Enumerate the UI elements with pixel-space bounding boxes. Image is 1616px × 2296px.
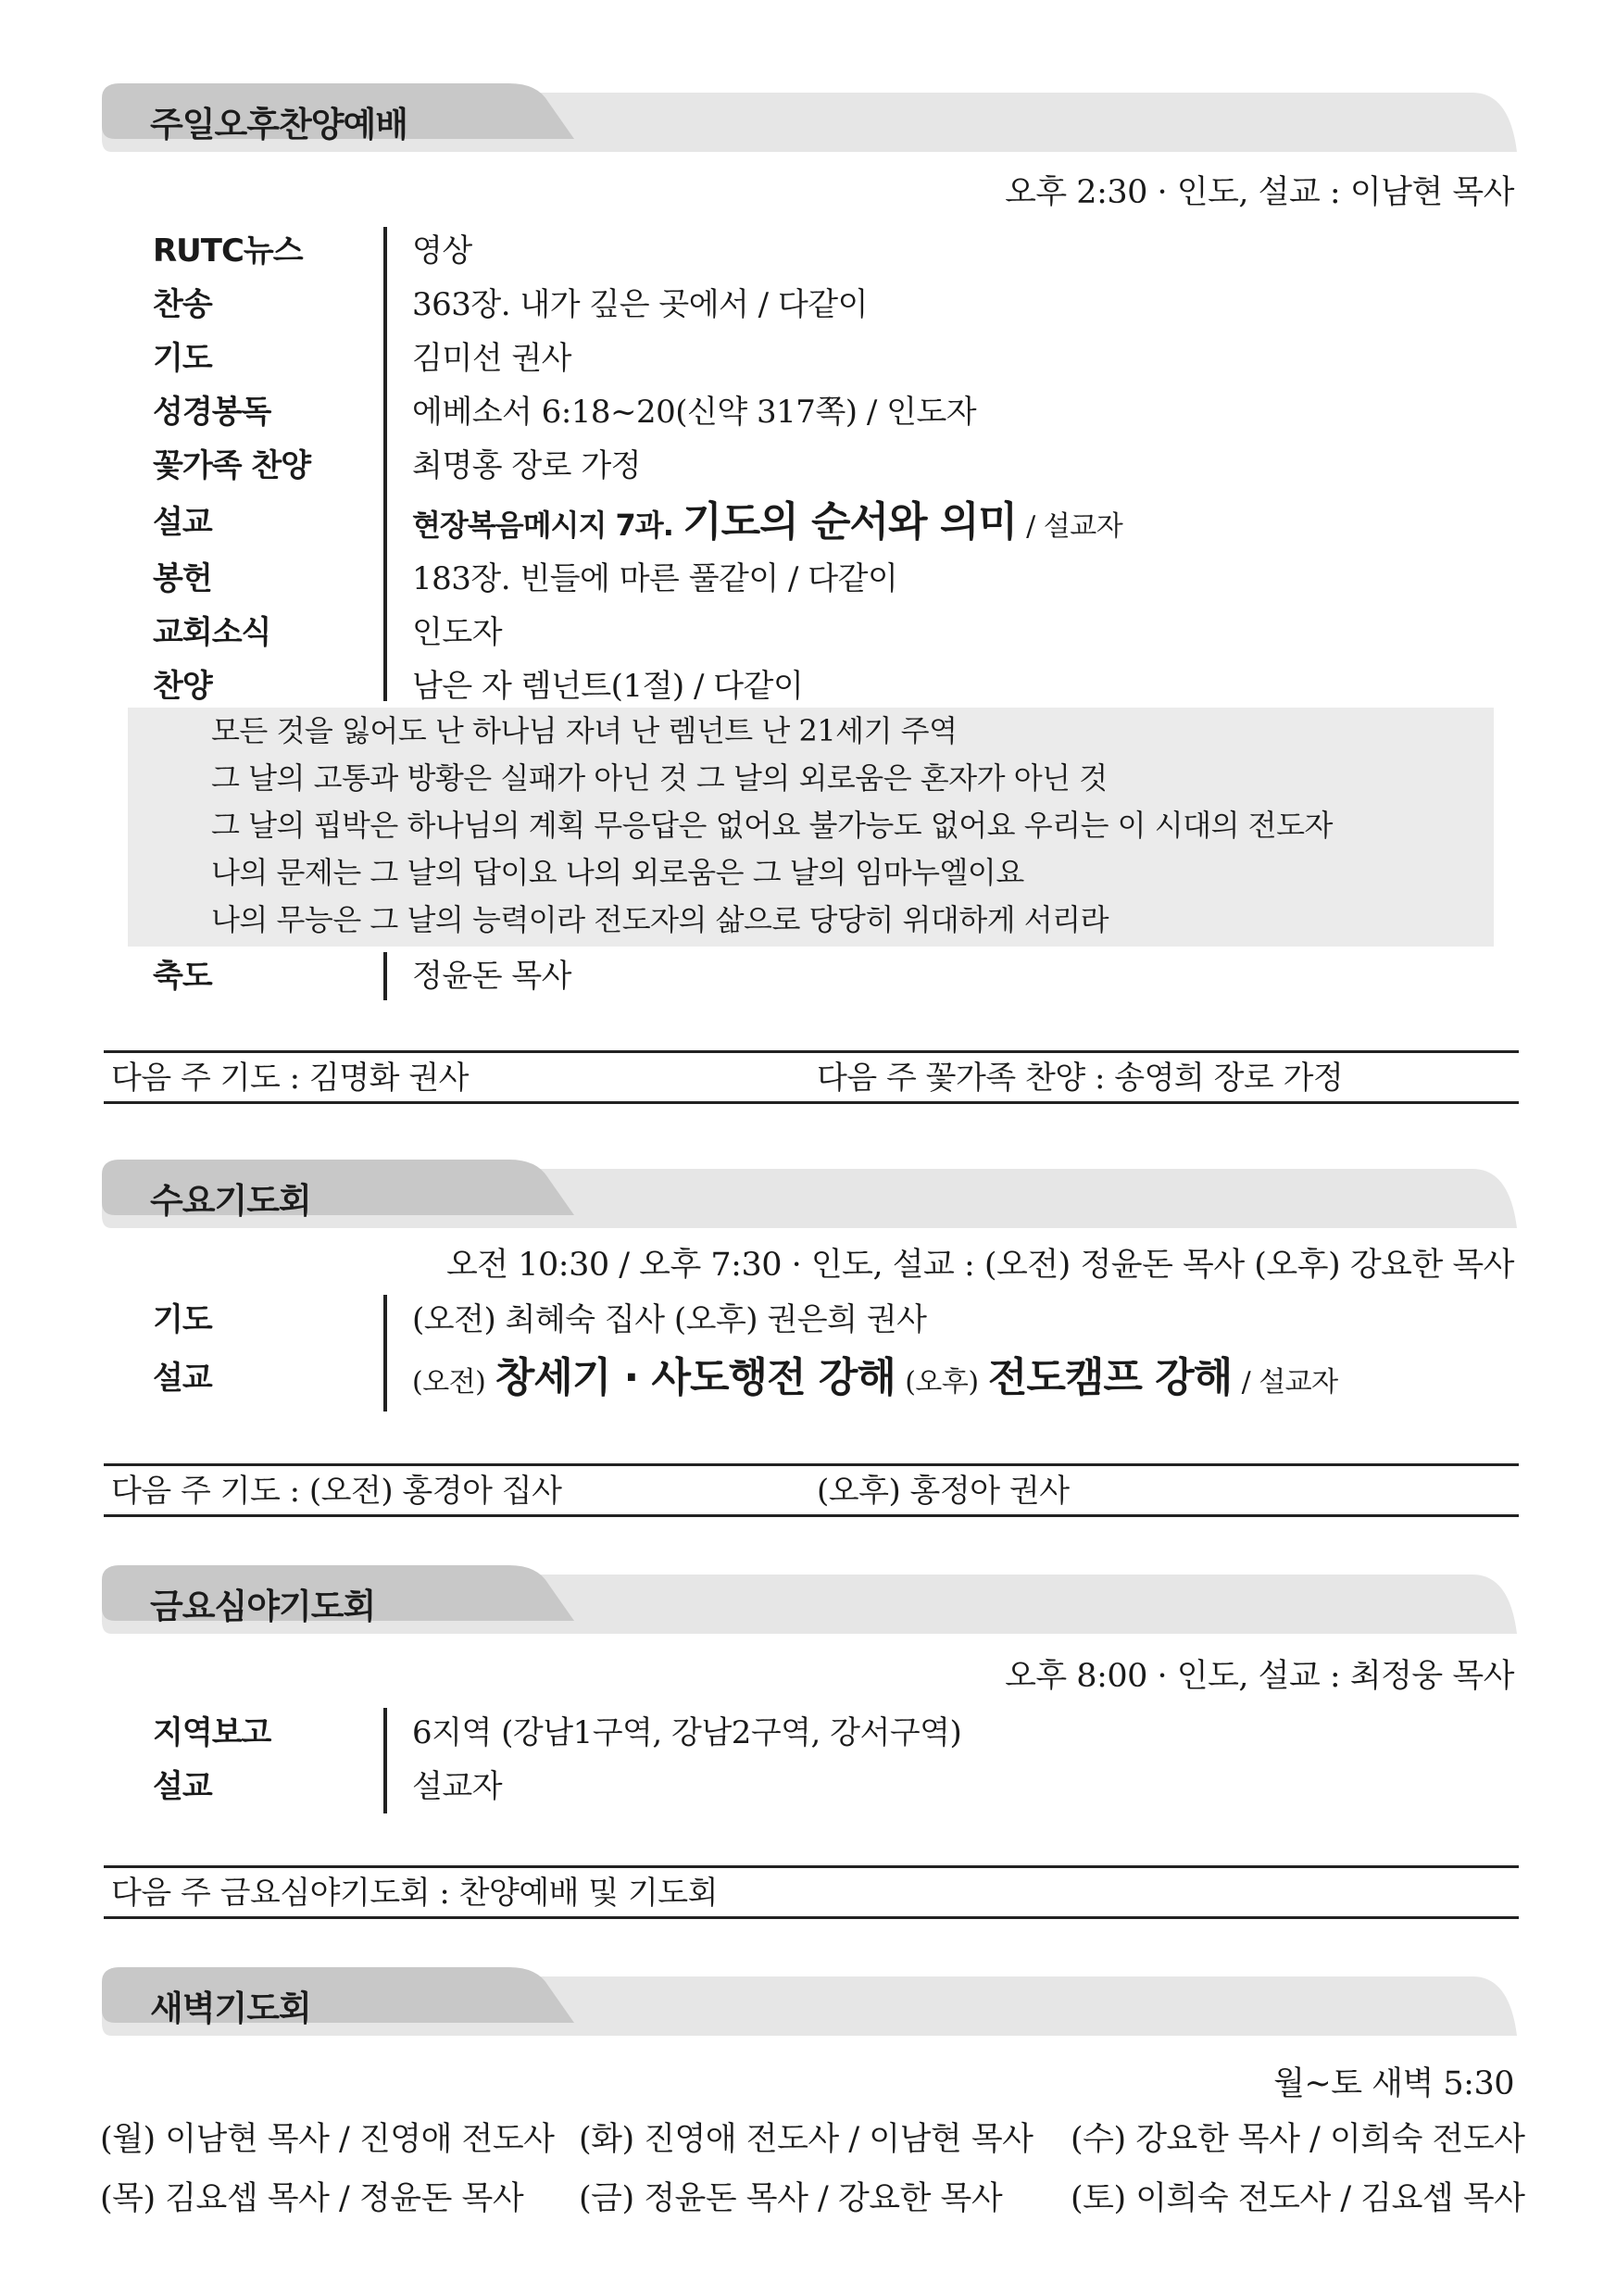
next-prayer-am: 다음 주 기도 : (오전) 홍경아 집사 <box>111 1473 562 1510</box>
sunday-banner <box>102 83 1519 152</box>
order-label: 지역보고 <box>153 1714 271 1751</box>
lyric-line: 그 날의 핍박은 하나님의 계획 무응답은 없어요 불가능도 없어요 우리는 이 시대의 전도자 <box>211 808 1333 843</box>
sermon-title: 기도의 순서와 의미 <box>683 498 1017 546</box>
sermon-suffix: / 설교자 <box>1241 1366 1338 1399</box>
wednesday-next-bar <box>104 1463 1519 1517</box>
order-label: 기도 <box>153 340 212 377</box>
order-value: 남은 자 렘넌트(1절) / 다같이 <box>412 668 804 705</box>
wednesday-time: 오전 10:30 / 오후 7:30 · 인도, 설교 : (오전) 정윤돈 목사 (오후) 강요한 목사 <box>446 1247 1514 1284</box>
order-label: 설교 <box>153 1360 212 1397</box>
pm-sermon-title: 전도캠프 강해 <box>987 1354 1233 1401</box>
dawn-schedule-item: (화) 진영애 전도사 / 이남현 목사 <box>579 2121 1033 2158</box>
am-sermon-title: 창세기 · 사도행전 강해 <box>495 1354 896 1401</box>
lyric-line: 모든 것을 잃어도 난 하나님 자녀 난 렘넌트 난 21세기 주역 <box>211 713 958 748</box>
dawn-schedule-item: (수) 강요한 목사 / 이희숙 전도사 <box>1071 2121 1525 2158</box>
section-title: 주일오후찬양예배 <box>150 105 407 144</box>
pm-tag: (오후) <box>905 1366 979 1399</box>
lyric-line: 그 날의 고통과 방황은 실패가 아닌 것 그 날의 외로움은 혼자가 아닌 것 <box>211 760 1108 796</box>
lyric-line: 나의 무능은 그 날의 능력이라 전도자의 삶으로 당당히 위대하게 서리라 <box>211 902 1109 937</box>
sunday-next-bar <box>104 1050 1519 1104</box>
order-value: 에베소서 6:18~20(신약 317쪽) / 인도자 <box>412 394 977 431</box>
sermon-value <box>412 493 1122 557</box>
order-label: 성경봉독 <box>153 394 271 431</box>
wednesday-banner <box>102 1160 1519 1228</box>
banner-shape <box>102 1160 1519 1228</box>
sermon-value <box>412 1347 1338 1414</box>
next-friday: 다음 주 금요심야기도회 : 찬양예배 및 기도회 <box>111 1875 718 1912</box>
order-value: 인도자 <box>412 614 503 651</box>
order-label: 축도 <box>153 958 212 995</box>
order-value: 183장. 빈들에 마른 풀같이 / 다같이 <box>412 560 898 597</box>
section-title: 수요기도회 <box>150 1181 311 1221</box>
divider-line <box>383 1295 387 1411</box>
friday-time: 오후 8:00 · 인도, 설교 : 최정웅 목사 <box>1005 1658 1514 1695</box>
dawn-banner <box>102 1967 1519 2036</box>
section-title: 새벽기도회 <box>150 1989 311 2028</box>
order-label: 찬송 <box>153 286 212 323</box>
order-value: 최명홍 장로 가정 <box>412 447 642 484</box>
friday-next-bar <box>104 1865 1519 1919</box>
friday-banner <box>102 1565 1519 1634</box>
order-label: 설교 <box>153 504 212 541</box>
dawn-schedule-item: (목) 김요셉 목사 / 정윤돈 목사 <box>100 2180 524 2217</box>
lyric-line: 나의 문제는 그 날의 답이요 나의 외로움은 그 날의 임마누엘이요 <box>211 855 1024 890</box>
order-value: 영상 <box>412 232 472 270</box>
order-label: 설교 <box>153 1768 212 1805</box>
sermon-suffix: / 설교자 <box>1026 510 1123 543</box>
next-flower: 다음 주 꽃가족 찬양 : 송영희 장로 가정 <box>817 1060 1344 1097</box>
sermon-series: 현장복음메시지 7과. <box>412 508 673 543</box>
banner-shape <box>102 1967 1519 2036</box>
next-prayer-pm: (오후) 홍정아 권사 <box>817 1473 1070 1510</box>
dawn-schedule-item: (금) 정윤돈 목사 / 강요한 목사 <box>579 2180 1003 2217</box>
am-tag: (오전) <box>412 1366 486 1399</box>
order-value: 363장. 내가 깊은 곳에서 / 다같이 <box>412 286 868 323</box>
order-value: (오전) 최혜숙 집사 (오후) 권은희 권사 <box>412 1301 927 1338</box>
next-prayer: 다음 주 기도 : 김명화 권사 <box>111 1060 469 1097</box>
order-value: 정윤돈 목사 <box>412 958 572 995</box>
order-label: 찬양 <box>153 668 212 705</box>
order-value: 6지역 (강남1구역, 강남2구역, 강서구역) <box>412 1714 962 1751</box>
sunday-time: 오후 2:30 · 인도, 설교 : 이남현 목사 <box>1005 174 1514 211</box>
dawn-time: 월~토 새벽 5:30 <box>1273 2065 1514 2102</box>
dawn-schedule-item: (월) 이남현 목사 / 진영애 전도사 <box>100 2121 555 2158</box>
order-label: 교회소식 <box>153 614 271 651</box>
divider-line <box>383 1708 387 1813</box>
order-label: 봉헌 <box>153 560 212 597</box>
order-value: 설교자 <box>412 1768 503 1805</box>
order-label: RUTC뉴스 <box>153 232 303 270</box>
lyrics-box <box>128 708 1494 947</box>
order-label: 꽃가족 찬양 <box>153 447 311 484</box>
dawn-schedule-item: (토) 이희숙 전도사 / 김요셉 목사 <box>1071 2180 1525 2217</box>
divider-line <box>383 227 387 701</box>
order-label: 기도 <box>153 1301 212 1338</box>
section-title: 금요심야기도회 <box>150 1587 376 1626</box>
divider-line <box>383 952 387 1000</box>
order-value: 김미선 권사 <box>412 340 572 377</box>
